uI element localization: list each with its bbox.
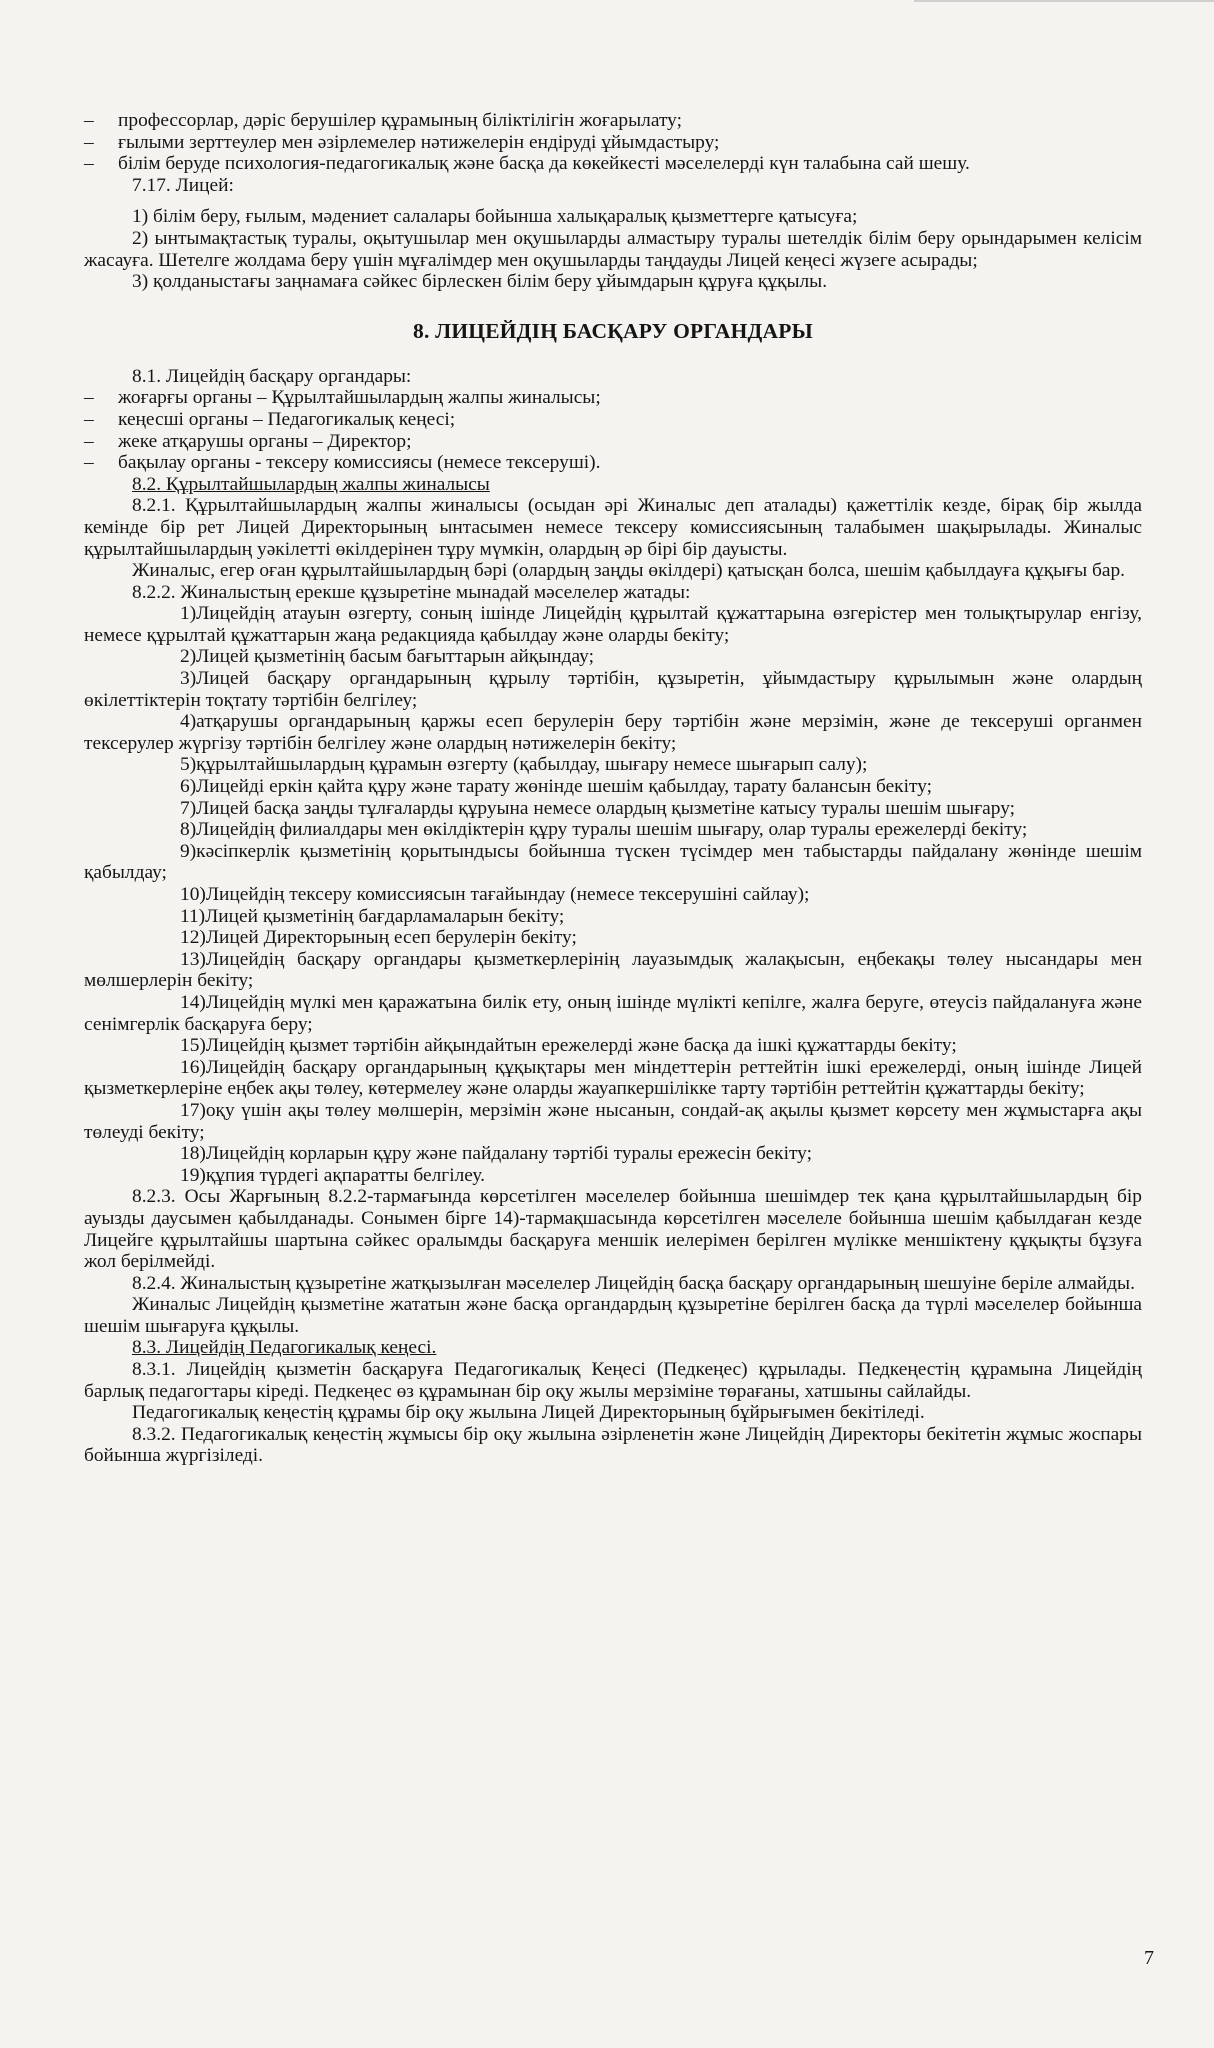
list-item: 10)Лицейдің тексеру комиссиясын тағайындау (немесе тексерушіні сайлау); [180, 884, 810, 905]
list-item: 2)Лицей қызметінің басым бағыттарын айқындау; [180, 646, 594, 668]
section-8-3-1-b: Педагогикалық кеңестің құрамы бір оқу жылына Лицей Директорының бұйрығымен бекітіледі. [132, 1402, 925, 1424]
section-8-1-title: 8.1. Лицейдің басқару органдары: [132, 365, 412, 387]
section-8-3-2: 8.3.2. Педагогикалық кеңестің жұмысы бір оқу жылына әзірленетін және Лицейдің Директоры бекітетін жұмыс жоспары бойынша жүргізіледі. [84, 1423, 1142, 1467]
bullet-item: – білім беруде психология-педагогикалық және басқа да көкейкесті мәселелерді күн талабына сай шешу. [84, 153, 970, 175]
section-7-17-title: 7.17. Лицей: [132, 174, 234, 196]
governing-bodies-list [84, 387, 1142, 473]
bullet-item: – жеке атқарушы органы – Директор; [84, 430, 412, 452]
list-item: 6)Лицейді еркін қайта құру және тарату жөнінде шешім қабылдау, тарату балансын бекіту; [180, 776, 933, 798]
list-item: 8)Лицейдің филиалдары мен өкілдіктерін құру туралы шешім шығару, олар туралы ережелерді бекіту; [180, 819, 1028, 841]
section-8-3-title: 8.3. Лицейдің Педагогикалық кеңесі. [132, 1337, 437, 1359]
list-item: 17)оқу үшін ақы төлеу мөлшерін, мерзімін және нысанын, сондай-ақ ақылы қызмет көрсету мен жұмыстарға ақы төлеуді бекіту; [84, 1099, 1142, 1143]
list-item: 12)Лицей Директорының есеп берулерін бекіту; [180, 927, 577, 949]
list-item: 18)Лицейдің корларын құру және пайдалану тәртібі туралы ережесін бекіту; [180, 1143, 813, 1165]
bullet-item: – ғылыми зерттеулер мен әзірлемелер нәтижелерін ендіруді ұйымдастыру; [84, 131, 720, 153]
bullet-item: – кеңесші органы – Педагогикалық кеңесі; [84, 408, 456, 430]
section-8-2-2-title: 8.2.2. Жиналыстың ерекше құзыретіне мынадай мәселелер жатады: [132, 581, 691, 603]
list-item: 16)Лицейдің басқару органдарының құқықтары мен міндеттерін реттейтін ішкі ережелерді, оның ішінде Лицей қызметкерлеріне еңбек ақы төлеу, көтермелеу және оларды жауапкершілікке тарту тәртібін реттейтін құжаттарды бекіту; [84, 1056, 1142, 1100]
section-8-2-4-b: Жиналыс Лицейдің қызметіне жататын және басқа органдардың құзыретіне берілген басқа да түрлі мәселелер бойынша шешім шығаруға құқылы. [84, 1294, 1142, 1337]
section-7-17-p2: 2) ынтымақтастық туралы, оқытушылар мен оқушыларды алмастыру туралы шетелдік білім беру орындарымен келісім жасауға. Шетелге жолдама беру үшін мұғалімдер мен оқушыларды таңдауды Лицей кеңесі жүзеге асырады; [84, 227, 1142, 271]
list-item: 3)Лицей басқару органдарының құрылу тәртібін, құзыретін, ұйымдастыру құрылымын және олардың өкілеттіктерін тоқтату тәртібін белгілеу; [84, 668, 1142, 711]
chapter-heading: 8. ЛИЦЕЙДІҢ БАСҚАРУ ОРГАНДАРЫ [413, 318, 813, 343]
competence-list [84, 603, 1142, 1186]
list-item: 15)Лицейдің қызмет тәртібін айқындайтын ережелерді және басқа да ішкі құжаттарды бекіту; [180, 1035, 957, 1057]
list-item: 4)атқарушы органдарының қаржы есеп берулерін беру тәртібін және мерзімін, және де тексеруші органмен тексерулер жүргізу тәртібін белгілеу және олардың нәтижелерін бекіту; [84, 711, 1142, 754]
section-8-2-4: 8.2.4. Жиналыстың құзыретіне жатқызылған мәселелер Лицейдің басқа басқару органдарының шешуіне беріле алмайды. [132, 1272, 1135, 1294]
section-8-2-title: 8.2. Құрылтайшылардың жалпы жиналысы [132, 473, 490, 495]
section-7-17-p1: 1) білім беру, ғылым, мәдениет салалары бойынша халықаралық қызметтерге қатысуға; [132, 206, 858, 228]
section-8-3-1: 8.3.1. Лицейдің қызметін басқаруға Педагогикалық Кеңесі (Педкеңес) құрылады. Педкеңестің құрамына Лицейдің барлық педагогтары кіреді. Педкеңес өз құрамынан бір оқу жылы мерзіміне төрағаны, хатшыны сайлайды. [84, 1359, 1142, 1402]
list-item: 7)Лицей басқа заңды тұлғаларды құруына немесе олардың қызметіне катысу туралы шешім шығару; [180, 797, 1016, 819]
list-item: 1)Лицейдің атауын өзгерту, соның ішінде Лицейдің құрылтай құжаттарына өзгерістер мен толықтырулар енгізу, немесе құрылтай құжаттарын жаңа редакцияда қабылдау және оларды бекіту; [84, 603, 1142, 646]
page-number: 7 [1144, 1947, 1154, 1969]
list-item: 13)Лицейдің басқару органдары қызметкерлерінің лауазымдық жалақысын, еңбекақы төлеу нысандары мен мөлшерлерін бекіту; [84, 948, 1142, 992]
section-8-2-1: 8.2.1. Құрылтайшылардың жалпы жиналысы (осыдан әрі Жиналыс деп аталады) қажеттілік кезде, бірақ бір жылда кемінде бір рет Лицей Директорының ынтасымен немесе тексеру комиссиясының талабымен шақырылады. Жиналыс құрылтайшылардың уәкілетті өкілдерінен тұру мүмкін, олардың әр бірі бір дауысты. [84, 495, 1142, 560]
list-item: 11)Лицей қызметінің бағдарламаларын бекіту; [180, 905, 565, 927]
list-item: 14)Лицейдің мүлкі мен қаражатына билік ету, оның ішінде мүлікті кепілге, жалға беруге, өтеусіз пайдалануға және сенімгерлік басқаруға беру; [84, 991, 1142, 1035]
section-7-17-p3: 3) қолданыстағы заңнамаға сәйкес бірлескен білім беру ұйымдарын құруға құқылы. [132, 271, 828, 293]
list-item: 9)кәсіпкерлік қызметінің қорытындысы бойынша түскен түсімдер мен табыстарды пайдалану жөнінде шешім қабылдау; [84, 840, 1142, 884]
section-8-2-3: 8.2.3. Осы Жарғының 8.2.2-тармағында көрсетілген мәселелер бойынша шешімдер тек қана құрылтайшылардың бір ауызды даусымен қабылданады. Сонымен бірге 14)-тармақшасында көрсетілген мәселеле бойынша шешім қабылдаған кезде Лицейге құрылтайшы шартына сәйкес оралымды басқаруға меншік иелерімен берілген мүлікке меншіктену құқықты бұзуға жол берілмейді. [84, 1186, 1142, 1273]
scan-edge-line [914, 0, 1214, 2]
bullet-item: – жоғарғы органы – Құрылтайшылардың жалпы жиналысы; [84, 387, 601, 409]
top-bullet-list [84, 110, 1142, 175]
list-item: 5)құрылтайшылардың құрамын өзгерту (қабылдау, шығару немесе шығарып салу); [180, 754, 868, 776]
section-8-2-1-b: Жиналыс, егер оған құрылтайшылардың бәрі (олардың заңды өкілдері) қатысқан болса, шешім қабылдауға құқығы бар. [132, 560, 1126, 582]
list-item: 19)құпия түрдегі ақпаратты белгілеу. [180, 1164, 486, 1186]
bullet-item: – бақылау органы - тексеру комиссиясы (немесе тексеруші). [84, 452, 601, 474]
bullet-item: – професcорлар, дәріс берушілер құрамының біліктілігін жоғарылату; [84, 110, 682, 131]
